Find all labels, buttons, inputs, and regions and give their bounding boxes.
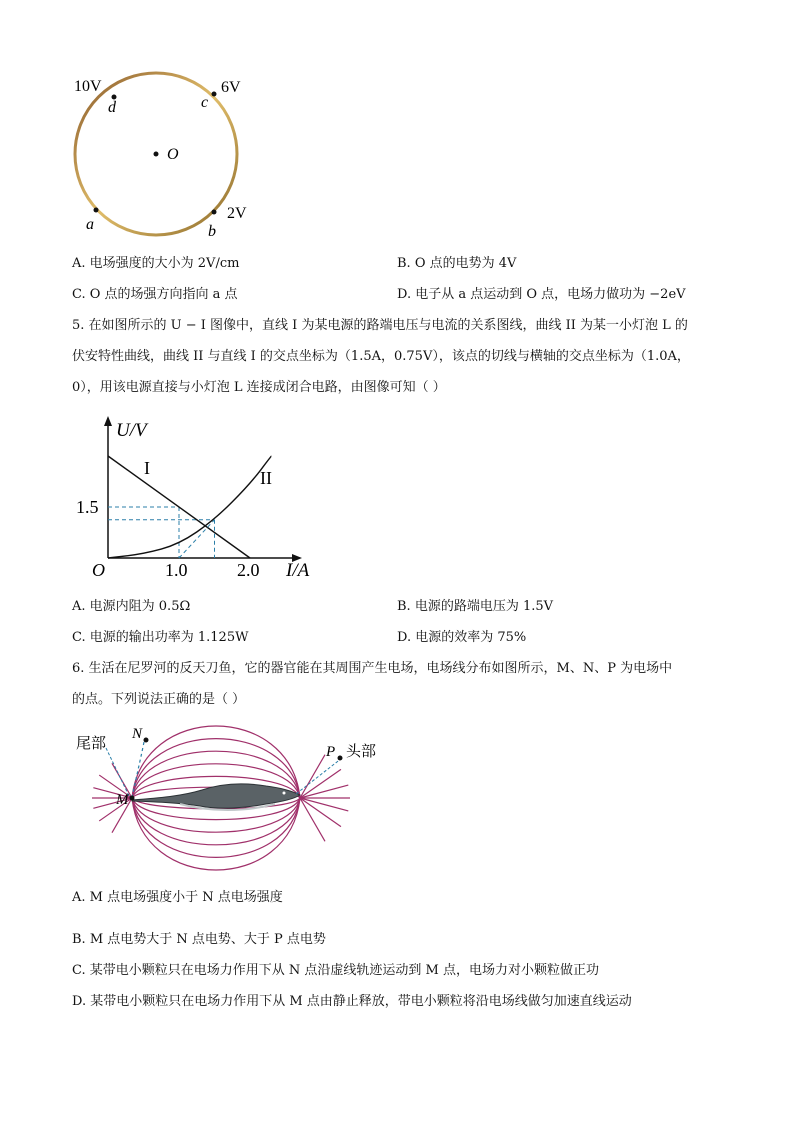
q5-option-c: C. 电源的输出功率为 1.125W	[72, 630, 249, 645]
field-line-head-ray-2	[300, 769, 341, 798]
q6-option-d: D. 某带电小颗粒只在电场力作用下从 M 点由静止释放，带电小颗粒将沿电场线做匀加速直线运动	[72, 994, 632, 1009]
point-a	[94, 208, 99, 213]
label-m: M	[116, 792, 129, 808]
q5-option-d: D. 电源的效率为 75%	[397, 630, 527, 645]
label-6v: 6V	[221, 79, 241, 96]
point-o	[154, 152, 159, 157]
point-c	[212, 92, 217, 97]
y-axis-arrow	[104, 416, 112, 426]
y-tick-1: 1.5	[76, 497, 99, 517]
q6-stem-line2: 的点。下列说法正确的是（ ）	[72, 692, 246, 707]
field-line-head-ray-7	[300, 798, 325, 841]
label-2v: 2V	[227, 205, 247, 222]
point-p	[338, 756, 343, 761]
label-d: d	[108, 99, 116, 116]
q6-option-b: B. M 点电势大于 N 点电势、大于 P 点电势	[72, 932, 326, 947]
y-axis-label: U/V	[116, 420, 147, 441]
x-axis-label: I/A	[286, 560, 310, 581]
x-tick-2: 2.0	[237, 560, 260, 580]
label-p: P	[326, 744, 336, 760]
q5-stem-line3: 0），用该电源直接与小灯泡 L 连接成闭合电路，由图像可知（ ）	[72, 380, 446, 395]
label-n: N	[132, 726, 143, 742]
point-b	[212, 210, 217, 215]
series-label-i: I	[144, 458, 150, 478]
tail-pointer	[106, 748, 130, 798]
q4-option-b: B. O 点的电势为 4V	[397, 256, 517, 271]
fish-field-figure	[70, 718, 390, 878]
q4-option-c: C. O 点的场强方向指向 a 点	[72, 287, 238, 302]
x-tick-1: 1.0	[165, 560, 188, 580]
field-line-head-ray-5	[300, 798, 348, 811]
label-b: b	[208, 223, 216, 240]
q5-option-a: A. 电源内阻为 0.5Ω	[72, 599, 191, 614]
label-c: c	[201, 94, 209, 111]
circle-figure	[60, 70, 270, 250]
q5-stem-line1: 5. 在如图所示的 U − I 图像中，直线 I 为某电源的路端电压与电流的关系图线，曲线 II 为某一小灯泡 L 的	[72, 318, 688, 333]
q6-option-c: C. 某带电小颗粒只在电场力作用下从 N 点沿虚线轨迹运动到 M 点，电场力对小颗粒做正功	[72, 963, 599, 978]
origin-label: O	[92, 560, 105, 580]
label-a: a	[86, 216, 94, 233]
q5-option-b: B. 电源的路端电压为 1.5V	[397, 599, 554, 614]
field-line-head-ray-1	[300, 755, 325, 798]
q4-option-a: A. 电场强度的大小为 2V/cm	[72, 256, 240, 271]
point-m	[130, 796, 135, 801]
u-i-chart	[70, 412, 330, 587]
label-o: O	[167, 146, 179, 163]
point-n	[144, 738, 149, 743]
label-head: 头部	[346, 744, 377, 760]
label-10v: 10V	[74, 78, 102, 95]
trajectory-dashed	[132, 742, 144, 798]
field-line-head-ray-6	[300, 798, 341, 827]
q6-option-a: A. M 点电场强度小于 N 点电场强度	[72, 890, 283, 905]
label-tail: 尾部	[76, 736, 107, 752]
q4-option-d: D. 电子从 a 点运动到 O 点，电场力做功为 −2eV	[397, 287, 686, 302]
fish-eye	[283, 792, 286, 795]
series-label-ii: II	[260, 468, 272, 488]
field-line-head-ray-3	[300, 785, 348, 798]
q5-stem-line2: 伏安特性曲线，曲线 II 与直线 I 的交点坐标为（1.5A，0.75V），该点的切线与横轴的交点坐标为（1.0A，	[72, 349, 690, 364]
q6-stem-line1: 6. 生活在尼罗河的反天刀鱼，它的器官能在其周围产生电场，电场线分布如图所示，M、N、P 为电场中	[72, 661, 673, 676]
